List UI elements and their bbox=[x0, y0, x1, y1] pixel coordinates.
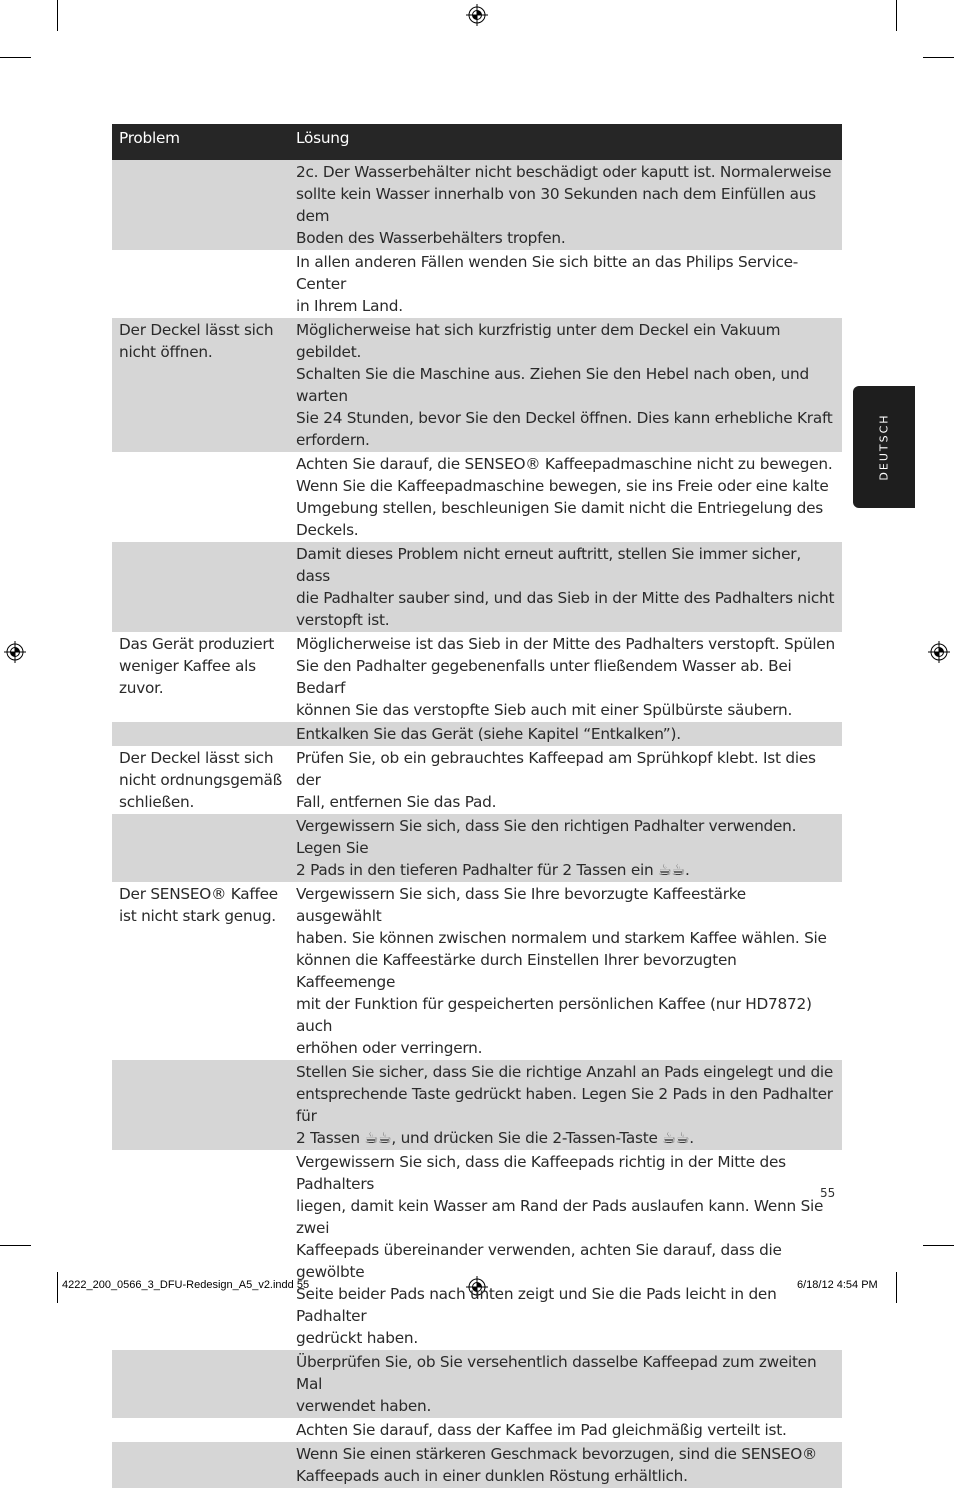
problem-cell bbox=[112, 160, 296, 250]
problem-cell bbox=[112, 452, 296, 542]
solution-cell: Möglicherweise hat sich kurzfristig unter dem Deckel ein Vakuum gebildet. Schalten Sie die Maschine aus. Ziehen Sie den Hebel nach oben, und warten Sie 24 Stunden, bevor Sie den Deckel öffnen. Dies kann erhebliche Kraft erfordern. bbox=[296, 321, 833, 449]
registration-mark-icon bbox=[4, 641, 26, 663]
table-row bbox=[112, 1060, 842, 1150]
header-problem: Problem bbox=[119, 129, 180, 147]
solution-cell: Möglicherweise ist das Sieb in der Mitte des Padhalters verstopft. Spülen Sie den Padhalter gegebenenfalls unter fließendem Wasser ab. Bei Bedarf können Sie das verstopfte Sieb auch mit einer Spülbürste säubern. bbox=[296, 635, 835, 719]
table-row bbox=[112, 452, 842, 542]
registration-mark-icon bbox=[928, 641, 950, 663]
table-row bbox=[112, 250, 842, 318]
solution-cell: Entkalken Sie das Gerät (siehe Kapitel “Entkalken”). bbox=[296, 725, 681, 743]
solution-cell: Vergewissern Sie sich, dass Sie Ihre bevorzugte Kaffeestärke ausgewählt haben. Sie können zwischen normalem und starkem Kaffee wählen. Sie können die Kaffeestärke durch Einstellen Ihrer bevorzugten Kaffeemenge mit der Funktion für gespeicherten persönlichen Kaffee (nur HD7872) auch erhöhen oder verringern. bbox=[296, 885, 827, 1057]
header-solution: Lösung bbox=[296, 129, 350, 147]
problem-cell bbox=[112, 1060, 296, 1150]
crop-mark bbox=[57, 1272, 58, 1303]
solution-cell: Wenn Sie einen stärkeren Geschmack bevorzugen, sind die SENSEO® Kaffeepads auch in einer dunklen Röstung erhältlich. bbox=[296, 1445, 818, 1485]
problem-cell: Der Deckel lässt sich nicht ordnungsgemäß schließen. bbox=[119, 749, 283, 811]
problem-cell bbox=[112, 1442, 296, 1488]
page-number: 55 bbox=[820, 1186, 836, 1200]
language-tab bbox=[853, 386, 915, 508]
problem-cell: Der Deckel lässt sich nicht öffnen. bbox=[119, 321, 274, 361]
table-header bbox=[112, 124, 842, 160]
table-row bbox=[112, 1418, 842, 1442]
table-row bbox=[112, 746, 842, 814]
table-row bbox=[112, 318, 842, 452]
table-row bbox=[112, 542, 842, 632]
solution-cell: Damit dieses Problem nicht erneut auftritt, stellen Sie immer sicher, dass die Padhalter sauber sind, und das Sieb in der Mitte des Padhalters nicht verstopft ist. bbox=[296, 545, 835, 629]
table-row bbox=[112, 1150, 842, 1350]
crop-mark bbox=[896, 0, 897, 31]
table-row bbox=[112, 882, 842, 1060]
solution-cell: Vergewissern Sie sich, dass die Kaffeepads richtig in der Mitte des Padhalters liegen, damit kein Wasser am Rand der Pads auslaufen kann. Wenn Sie zwei Kaffeepads übereinander verwenden, achten Sie darauf, dass die gewölbte Seite beider Pads nach unten zeigt und Sie die Pads leicht in den Padhalter gedrückt haben. bbox=[296, 1153, 824, 1347]
registration-mark-icon bbox=[466, 4, 488, 26]
solution-cell: Achten Sie darauf, die SENSEO® Kaffeepadmaschine nicht zu bewegen. Wenn Sie die Kaffeepadmaschine bewegen, sie ins Freie oder eine kalte Umgebung stellen, beschleunigen Sie damit nicht die Entriegelung des Deckels. bbox=[296, 455, 833, 539]
table-row bbox=[112, 632, 842, 722]
table-row bbox=[112, 1350, 842, 1418]
solution-cell: 2c. Der Wasserbehälter nicht beschädigt oder kaputt ist. Normalerweise sollte kein Wasser innerhalb von 30 Sekunden nach dem Einfüllen aus dem Boden des Wasserbehälters tropfen. bbox=[296, 163, 832, 247]
problem-cell bbox=[112, 542, 296, 632]
problem-cell bbox=[112, 1350, 296, 1418]
problem-cell: Der SENSEO® Kaffee ist nicht stark genug. bbox=[119, 885, 278, 925]
solution-cell: Stellen Sie sicher, dass Sie die richtige Anzahl an Pads eingelegt und die entsprechende Taste gedrückt haben. Legen Sie 2 Pads in den Padhalter für 2 Tassen ☕☕, und drücken Sie die 2-Tassen-Taste ☕☕. bbox=[296, 1063, 834, 1147]
solution-cell: Achten Sie darauf, dass der Kaffee im Pad gleichmäßig verteilt ist. bbox=[296, 1421, 787, 1439]
footer-file-name: 4222_200_0566_3_DFU-Redesign_A5_v2.indd 55 bbox=[62, 1279, 310, 1291]
problem-cell bbox=[112, 1150, 296, 1350]
solution-cell: Prüfen Sie, ob ein gebrauchtes Kaffeepad am Sprühkopf klebt. Ist dies der Fall, entfernen Sie das Pad. bbox=[296, 749, 816, 811]
crop-mark bbox=[923, 57, 954, 58]
crop-mark bbox=[0, 57, 31, 58]
problem-cell bbox=[112, 722, 296, 746]
table-row bbox=[112, 160, 842, 250]
crop-mark bbox=[0, 1245, 31, 1246]
solution-cell: In allen anderen Fällen wenden Sie sich bitte an das Philips Service-Center in Ihrem Land. bbox=[296, 253, 799, 315]
solution-cell: Vergewissern Sie sich, dass Sie den richtigen Padhalter verwenden. Legen Sie 2 Pads in den tieferen Padhalter für 2 Tassen ein ☕☕. bbox=[296, 817, 797, 879]
crop-mark bbox=[896, 1272, 897, 1303]
problem-cell bbox=[112, 250, 296, 318]
table-row bbox=[112, 722, 842, 746]
problem-cell bbox=[112, 814, 296, 882]
footer-timestamp: 6/18/12 4:54 PM bbox=[797, 1279, 878, 1291]
solution-cell: Überprüfen Sie, ob Sie versehentlich dasselbe Kaffeepad zum zweiten Mal verwendet haben. bbox=[296, 1353, 817, 1415]
table-row bbox=[112, 814, 842, 882]
table-row bbox=[112, 1442, 842, 1488]
problem-cell bbox=[112, 1418, 296, 1442]
crop-mark bbox=[923, 1245, 954, 1246]
problem-cell: Das Gerät produziert weniger Kaffee als zuvor. bbox=[119, 635, 275, 697]
crop-mark bbox=[57, 0, 58, 31]
language-tab-label: DEUTSCH bbox=[877, 413, 891, 481]
